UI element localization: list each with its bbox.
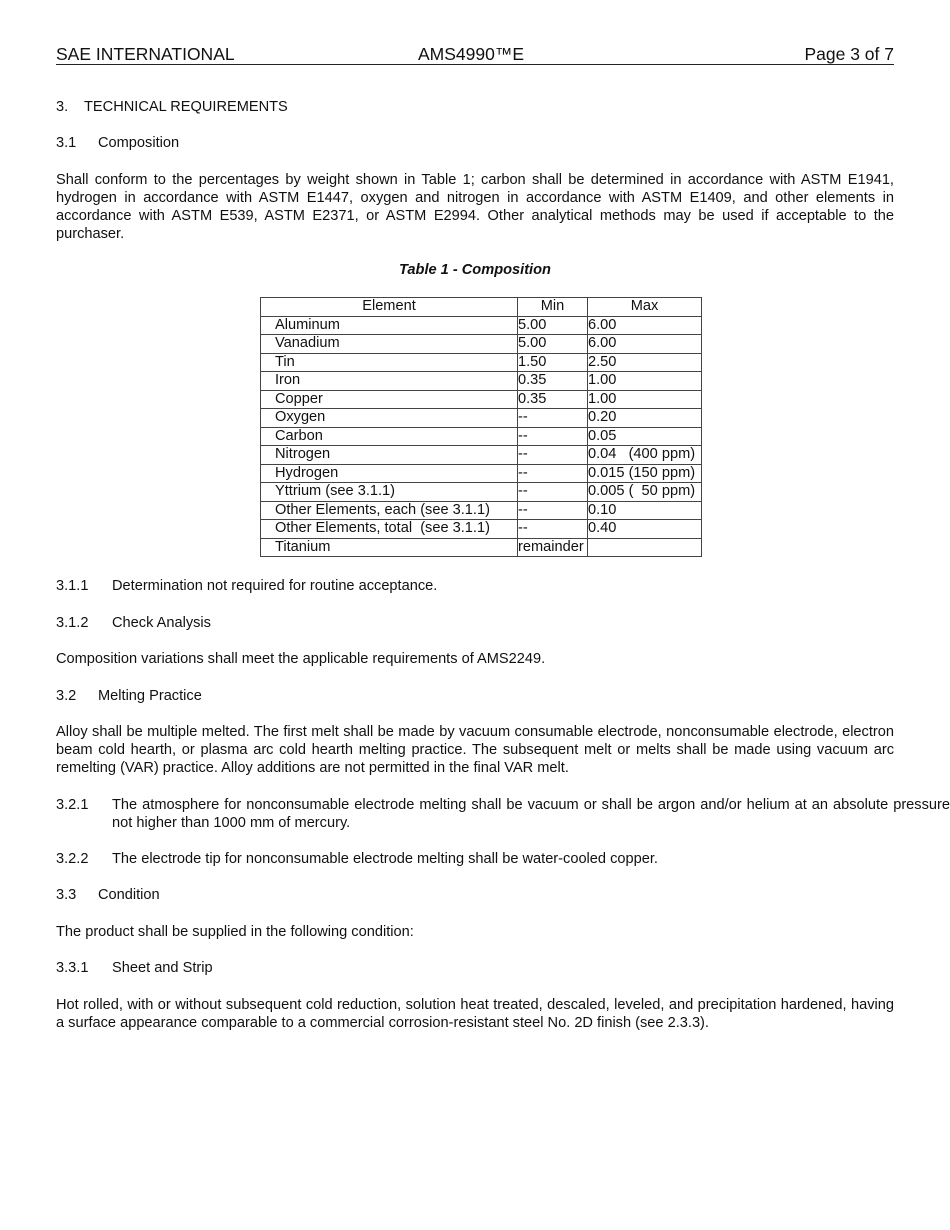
section-3-1-1	[56, 577, 894, 595]
section-number: 3.	[56, 99, 69, 115]
element-cell: Oxygen	[261, 409, 518, 428]
header-doc-number: AMS4990™E	[418, 44, 525, 64]
header-org: SAE INTERNATIONAL	[56, 44, 235, 64]
section-number: 3.2.1	[56, 797, 89, 813]
element-cell: Yttrium (see 3.1.1)	[261, 483, 518, 502]
section-3-3-1-body: Hot rolled, with or without subsequent cold reduction, solution heat treated, descaled, leveled, and precipitation hardened, having a surface appearance comparable to a commercial corrosion-resistant steel No. 2D finish (see 2.3.3).	[56, 997, 894, 1031]
section-number: 3.3	[56, 887, 77, 903]
max-cell: 1.00	[588, 372, 702, 391]
section-number: 3.1.1	[56, 578, 89, 594]
element-cell: Other Elements, total (see 3.1.1)	[261, 520, 518, 539]
max-cell: 2.50	[588, 353, 702, 372]
table-row	[261, 427, 702, 446]
max-cell: 0.40	[588, 520, 702, 539]
element-cell: Aluminum	[261, 316, 518, 335]
section-number: 3.2.2	[56, 851, 89, 867]
section-3-3-body: The product shall be supplied in the following condition:	[56, 924, 414, 940]
section-3-3-1-heading	[56, 959, 894, 977]
section-title: Melting Practice	[98, 688, 202, 704]
max-cell: 1.00	[588, 390, 702, 409]
section-title: Determination not required for routine acceptance.	[112, 578, 438, 594]
table-row	[261, 353, 702, 372]
max-cell: 0.005 ( 50 ppm)	[588, 483, 702, 502]
element-cell: Copper	[261, 390, 518, 409]
section-3-1-2-body: Composition variations shall meet the applicable requirements of AMS2249.	[56, 651, 546, 667]
element-cell: Vanadium	[261, 335, 518, 354]
min-cell: --	[518, 464, 588, 483]
section-number: 3.1.2	[56, 615, 89, 631]
table-row	[261, 501, 702, 520]
max-cell: 0.20	[588, 409, 702, 428]
min-cell: 0.35	[518, 390, 588, 409]
section-title: Composition	[98, 135, 180, 151]
min-cell: --	[518, 446, 588, 465]
element-cell: Tin	[261, 353, 518, 372]
min-cell: 5.00	[518, 316, 588, 335]
column-header-element: Element	[261, 298, 518, 317]
element-cell: Nitrogen	[261, 446, 518, 465]
element-cell: Carbon	[261, 427, 518, 446]
min-cell: --	[518, 409, 588, 428]
table-row	[261, 538, 702, 557]
min-cell: --	[518, 501, 588, 520]
section-3-2-heading	[56, 687, 894, 705]
page-header	[56, 44, 894, 65]
table-row	[261, 316, 702, 335]
min-cell: 5.00	[518, 335, 588, 354]
table-caption: Table 1 - Composition	[399, 262, 551, 278]
header-page-number: Page 3 of 7	[804, 44, 894, 64]
min-cell: --	[518, 483, 588, 502]
section-3-3-heading	[56, 886, 894, 904]
max-cell: 0.04 (400 ppm)	[588, 446, 702, 465]
min-cell: remainder	[518, 538, 588, 557]
max-cell: 6.00	[588, 335, 702, 354]
section-title: Check Analysis	[112, 615, 211, 631]
section-3-2-body: Alloy shall be multiple melted. The first melt shall be made by vacuum consumable electrode, nonconsumable electrode, electron beam cold hearth, or plasma arc cold hearth melting practice. The subsequent melt or melts shall be made using vacuum arc remelting (VAR) practice. Alloy additions are not permitted in the final VAR melt.	[56, 724, 894, 776]
table-row	[261, 390, 702, 409]
max-cell: 0.10	[588, 501, 702, 520]
section-3-heading	[56, 98, 894, 116]
table-header-row	[261, 298, 702, 317]
table-row	[261, 520, 702, 539]
section-number: 3.3.1	[56, 960, 89, 976]
section-title: Sheet and Strip	[112, 960, 213, 976]
min-cell: 0.35	[518, 372, 588, 391]
table-row	[261, 409, 702, 428]
section-number: 3.2	[56, 688, 77, 704]
table-row	[261, 483, 702, 502]
table-row	[261, 446, 702, 465]
section-3-1-2-heading	[56, 614, 894, 632]
section-3-2-2	[56, 850, 894, 868]
table-body	[261, 316, 702, 557]
element-cell: Hydrogen	[261, 464, 518, 483]
element-cell: Other Elements, each (see 3.1.1)	[261, 501, 518, 520]
table-row	[261, 372, 702, 391]
section-title: TECHNICAL REQUIREMENTS	[84, 99, 288, 115]
min-cell: --	[518, 427, 588, 446]
section-text: The electrode tip for nonconsumable electrode melting shall be water-cooled copper.	[112, 851, 658, 867]
element-cell: Titanium	[261, 538, 518, 557]
max-cell	[588, 538, 702, 557]
table-row	[261, 335, 702, 354]
table-row	[261, 464, 702, 483]
max-cell: 0.05	[588, 427, 702, 446]
section-title: Condition	[98, 887, 160, 903]
composition-table	[260, 297, 702, 557]
max-cell: 0.015 (150 ppm)	[588, 464, 702, 483]
element-cell: Iron	[261, 372, 518, 391]
section-3-2-1	[56, 796, 950, 832]
column-header-max: Max	[588, 298, 702, 317]
section-3-1-body: Shall conform to the percentages by weight shown in Table 1; carbon shall be determined in accordance with ASTM E1941, hydrogen in accordance with ASTM E1447, oxygen and nitrogen in accordance with ASTM E1409, and other elements in accordance with ASTM E539, ASTM E2371, or ASTM E2994. Other analytical methods may be used if acceptable to the purchaser.	[56, 172, 894, 242]
section-3-1-heading	[56, 134, 894, 152]
min-cell: 1.50	[518, 353, 588, 372]
section-text: The atmosphere for nonconsumable electrode melting shall be vacuum or shall be argon and/or helium at an absolute pressure not higher than 1000 mm of mercury.	[112, 797, 950, 831]
column-header-min: Min	[518, 298, 588, 317]
section-number: 3.1	[56, 135, 77, 151]
max-cell: 6.00	[588, 316, 702, 335]
min-cell: --	[518, 520, 588, 539]
